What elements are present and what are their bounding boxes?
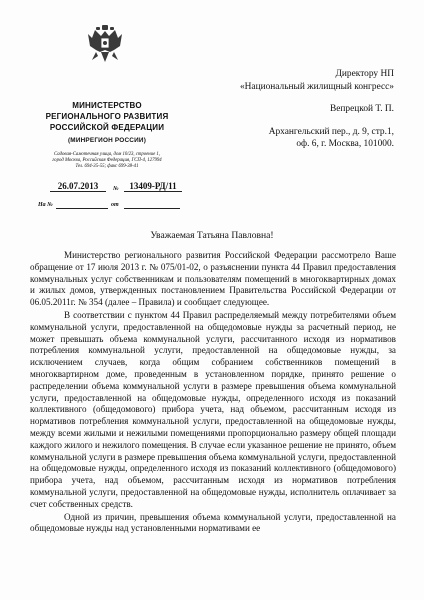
reference-number-label: На № [38,202,53,208]
recipient-title: Директору НП [335,69,394,79]
ministry-name-line: РЕГИОНАЛЬНОГО РАЗВИТИЯ [45,112,169,121]
recipient-block [224,68,394,151]
ministry-name-line: МИНИСТЕРСТВО [72,101,142,110]
ministry-short-name: (МИНРЕГИОН РОССИИ) [67,137,147,144]
ministry-name-block [36,100,178,146]
salutation: Уважаемая Татьяна Павловна! [150,230,274,241]
reference-date-field [124,200,180,209]
reference-date-label: от [111,202,119,208]
recipient-organization: «Национальный жилищный конгресс» [239,81,394,92]
letter-body [30,250,396,535]
body-paragraph: Министерство регионального развития Российской Федерации рассмотрело Ваше обращение от 17 июля 2013 г. № 075/01-02, о разъяснении пункта 44 Правил предоставления коммунальных услуг собственникам и пользователям помещений в многоквартирных домах и жилых домов, утвержденных постановлением Правительства Российской Федерации от 06.05.2011г. № 354 (далее – Правила) и сообщает следующее. [30,250,396,308]
coat-of-arms-emblem [86,22,124,66]
body-paragraph: В соответствии с пунктом 44 Правил распределяемый между потребителями объем коммунальной услуги, предоставленной на общедомовые нужды за расчетный период, не может превышать объема коммунальной услуги, рассчитанного исходя из нормативов потребления коммунальной услуги, предоставленной на общедомовые нужды, за исключением случаев, когда общим собранием собственников помещений в многоквартирном доме, проведенным в установленном порядке, принято решение о распределении объема коммунальной услуги в размере превышения объема коммунальной услуги, предоставленной на общедомовые нужды, определенного исходя из показаний коллективного (общедомового) прибора учета, над объемом, рассчитанным исходя из нормативов потребления коммунальной услуги, предоставленной на общедомовые нужды, между всеми жилыми и нежилыми помещениями пропорционально размеру общей площади каждого жилого и нежилого помещения. В случае если указанное решение не принято, объем коммунальной услуги в размере превышения объема коммунальной услуги, предоставленной на общедомовые нужды, определенного исходя из показаний коллективного (общедомового) прибора учета, над объемом, рассчитанным исходя из нормативов потребления коммунальной услуги, предоставленной на общедомовые нужды, исполнитель оплачивает за счет собственных средств. [30,309,396,509]
registration-number: 13409-РД/11 [124,181,182,192]
sender-address [36,152,178,171]
sender-address-line: город Москва, Российская Федерация, ГСП-4, 127994 [52,158,162,164]
reference-number-field [56,200,108,209]
registration-date: 26.07.2013 [50,181,106,192]
sender-address-line: Тел. 694-35-55; факс 699-38-41 [75,164,139,170]
recipient-address-line: оф. 6, г. Москва, 101000. [296,139,394,149]
ministry-name-line: РОССИЙСКОЙ ФЕДЕРАЦИИ [49,123,165,132]
body-paragraph: Одной из причин, превышения объема коммунальной услуги, предоставленной на общедомовые нужды над установленными нормативами ее [30,511,396,534]
registration-number-label: № [113,186,119,192]
recipient-address-line: Архангельский пер., д. 9, стр.1, [268,126,394,137]
sender-address-line: Садовая-Самотечная улица, дом 10/23, строение 1, [53,152,161,157]
recipient-name: Вепрецкой Т. П. [329,104,394,114]
